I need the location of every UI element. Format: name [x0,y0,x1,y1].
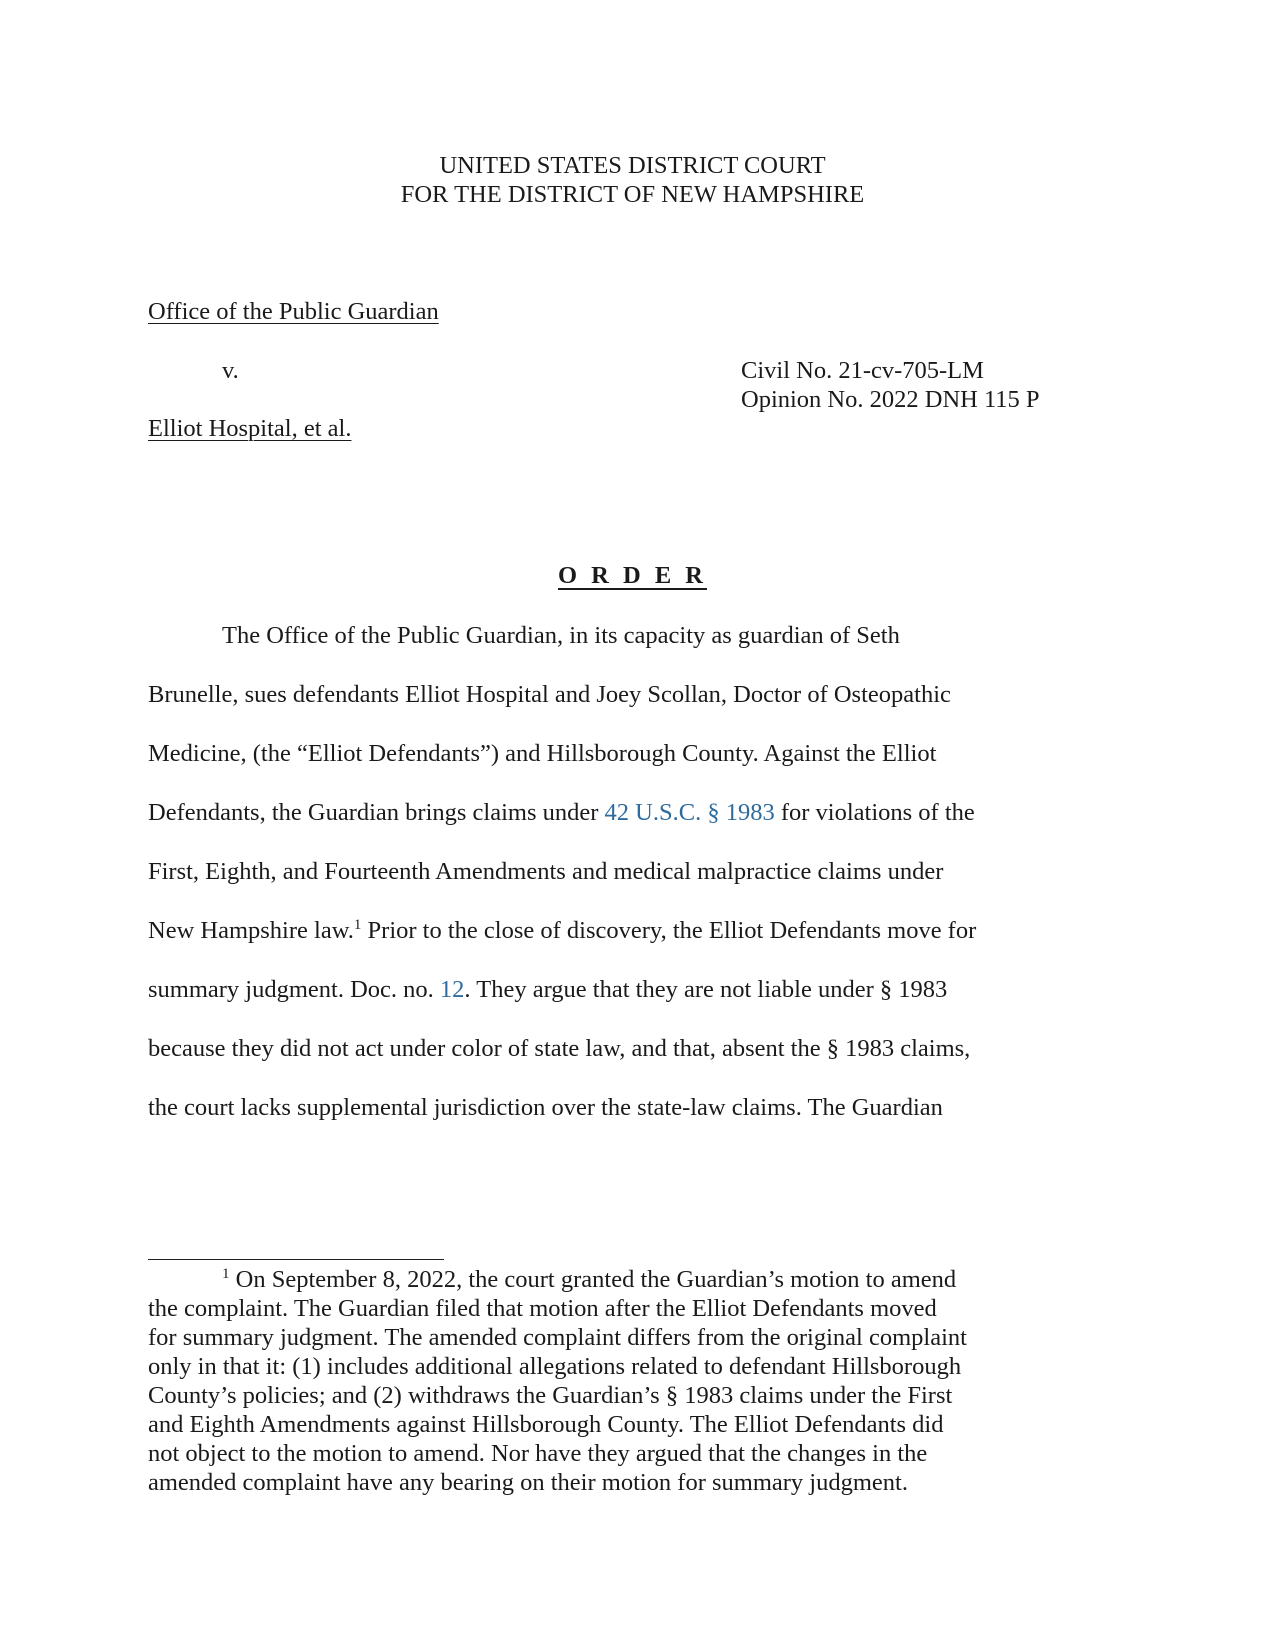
order-title: O R D E R [558,562,707,589]
body-line-9: the court lacks supplemental jurisdiction over the state-law claims. The Guardian [148,1094,943,1121]
plaintiff-name: Office of the Public Guardian [148,298,439,325]
body-line-8: because they did not act under color of state law, and that, absent the § 1983 claims, [148,1035,971,1062]
docket-link-12[interactable]: 12 [439,976,465,1003]
footnote-reference-1[interactable]: 1 [353,917,362,933]
body-line-6-end: Prior to the close of discovery, the Elliot Defendants move for [361,917,977,944]
footnote-marker-1: 1 [222,1266,230,1282]
body-line-4-end: for violations of the [774,799,975,826]
court-name-line-2: FOR THE DISTRICT OF NEW HAMPSHIRE [400,181,865,208]
footnote-line-2: the complaint. The Guardian filed that motion after the Elliot Defendants moved [148,1295,937,1322]
opinion-number: Opinion No. 2022 DNH 115 P [741,386,1040,413]
body-line-6-start: New Hampshire law. [148,917,354,944]
footnote-line-1-text: On September 8, 2022, the court granted the Guardian’s motion to amend [229,1266,957,1293]
body-line-7 [148,976,947,1004]
footnote-line-4: only in that it: (1) includes additional allegations related to defendant Hillsborough [148,1353,962,1380]
body-line-7-end: . They argue that they are not liable under § 1983 [464,976,948,1003]
body-line-6 [148,917,976,945]
footnote-separator [148,1259,444,1260]
footnote-line-6: and Eighth Amendments against Hillsborough County. The Elliot Defendants did [148,1411,944,1438]
footnote-line-7: not object to the motion to amend. Nor have they argued that the changes in the [148,1440,928,1467]
defendant-name: Elliot Hospital, et al. [148,415,352,442]
body-line-4-start: Defendants, the Guardian brings claims under [148,799,605,826]
statute-link-42-usc-1983[interactable]: 42 U.S.C. § 1983 [604,799,775,826]
body-line-3: Medicine, (the “Elliot Defendants”) and Hillsborough County. Against the Elliot [148,740,937,767]
footnote-line-5: County’s policies; and (2) withdraws the Guardian’s § 1983 claims under the First [148,1382,953,1409]
footnote-line-3: for summary judgment. The amended complaint differs from the original complaint [148,1324,967,1351]
body-line-2: Brunelle, sues defendants Elliot Hospital and Joey Scollan, Doctor of Osteopathic [148,681,951,708]
versus-label: v. [222,357,239,384]
body-line-5: First, Eighth, and Fourteenth Amendments and medical malpractice claims under [148,858,944,885]
body-line-4 [148,799,975,827]
footnote-line-1 [222,1266,956,1294]
civil-number: Civil No. 21-cv-705-LM [741,357,984,384]
body-line-7-start: summary judgment. Doc. no. [148,976,440,1003]
body-line-1: The Office of the Public Guardian, in its capacity as guardian of Seth [222,622,900,649]
footnote-line-8: amended complaint have any bearing on their motion for summary judgment. [148,1469,908,1496]
court-name-line-1: UNITED STATES DISTRICT COURT [439,152,826,179]
